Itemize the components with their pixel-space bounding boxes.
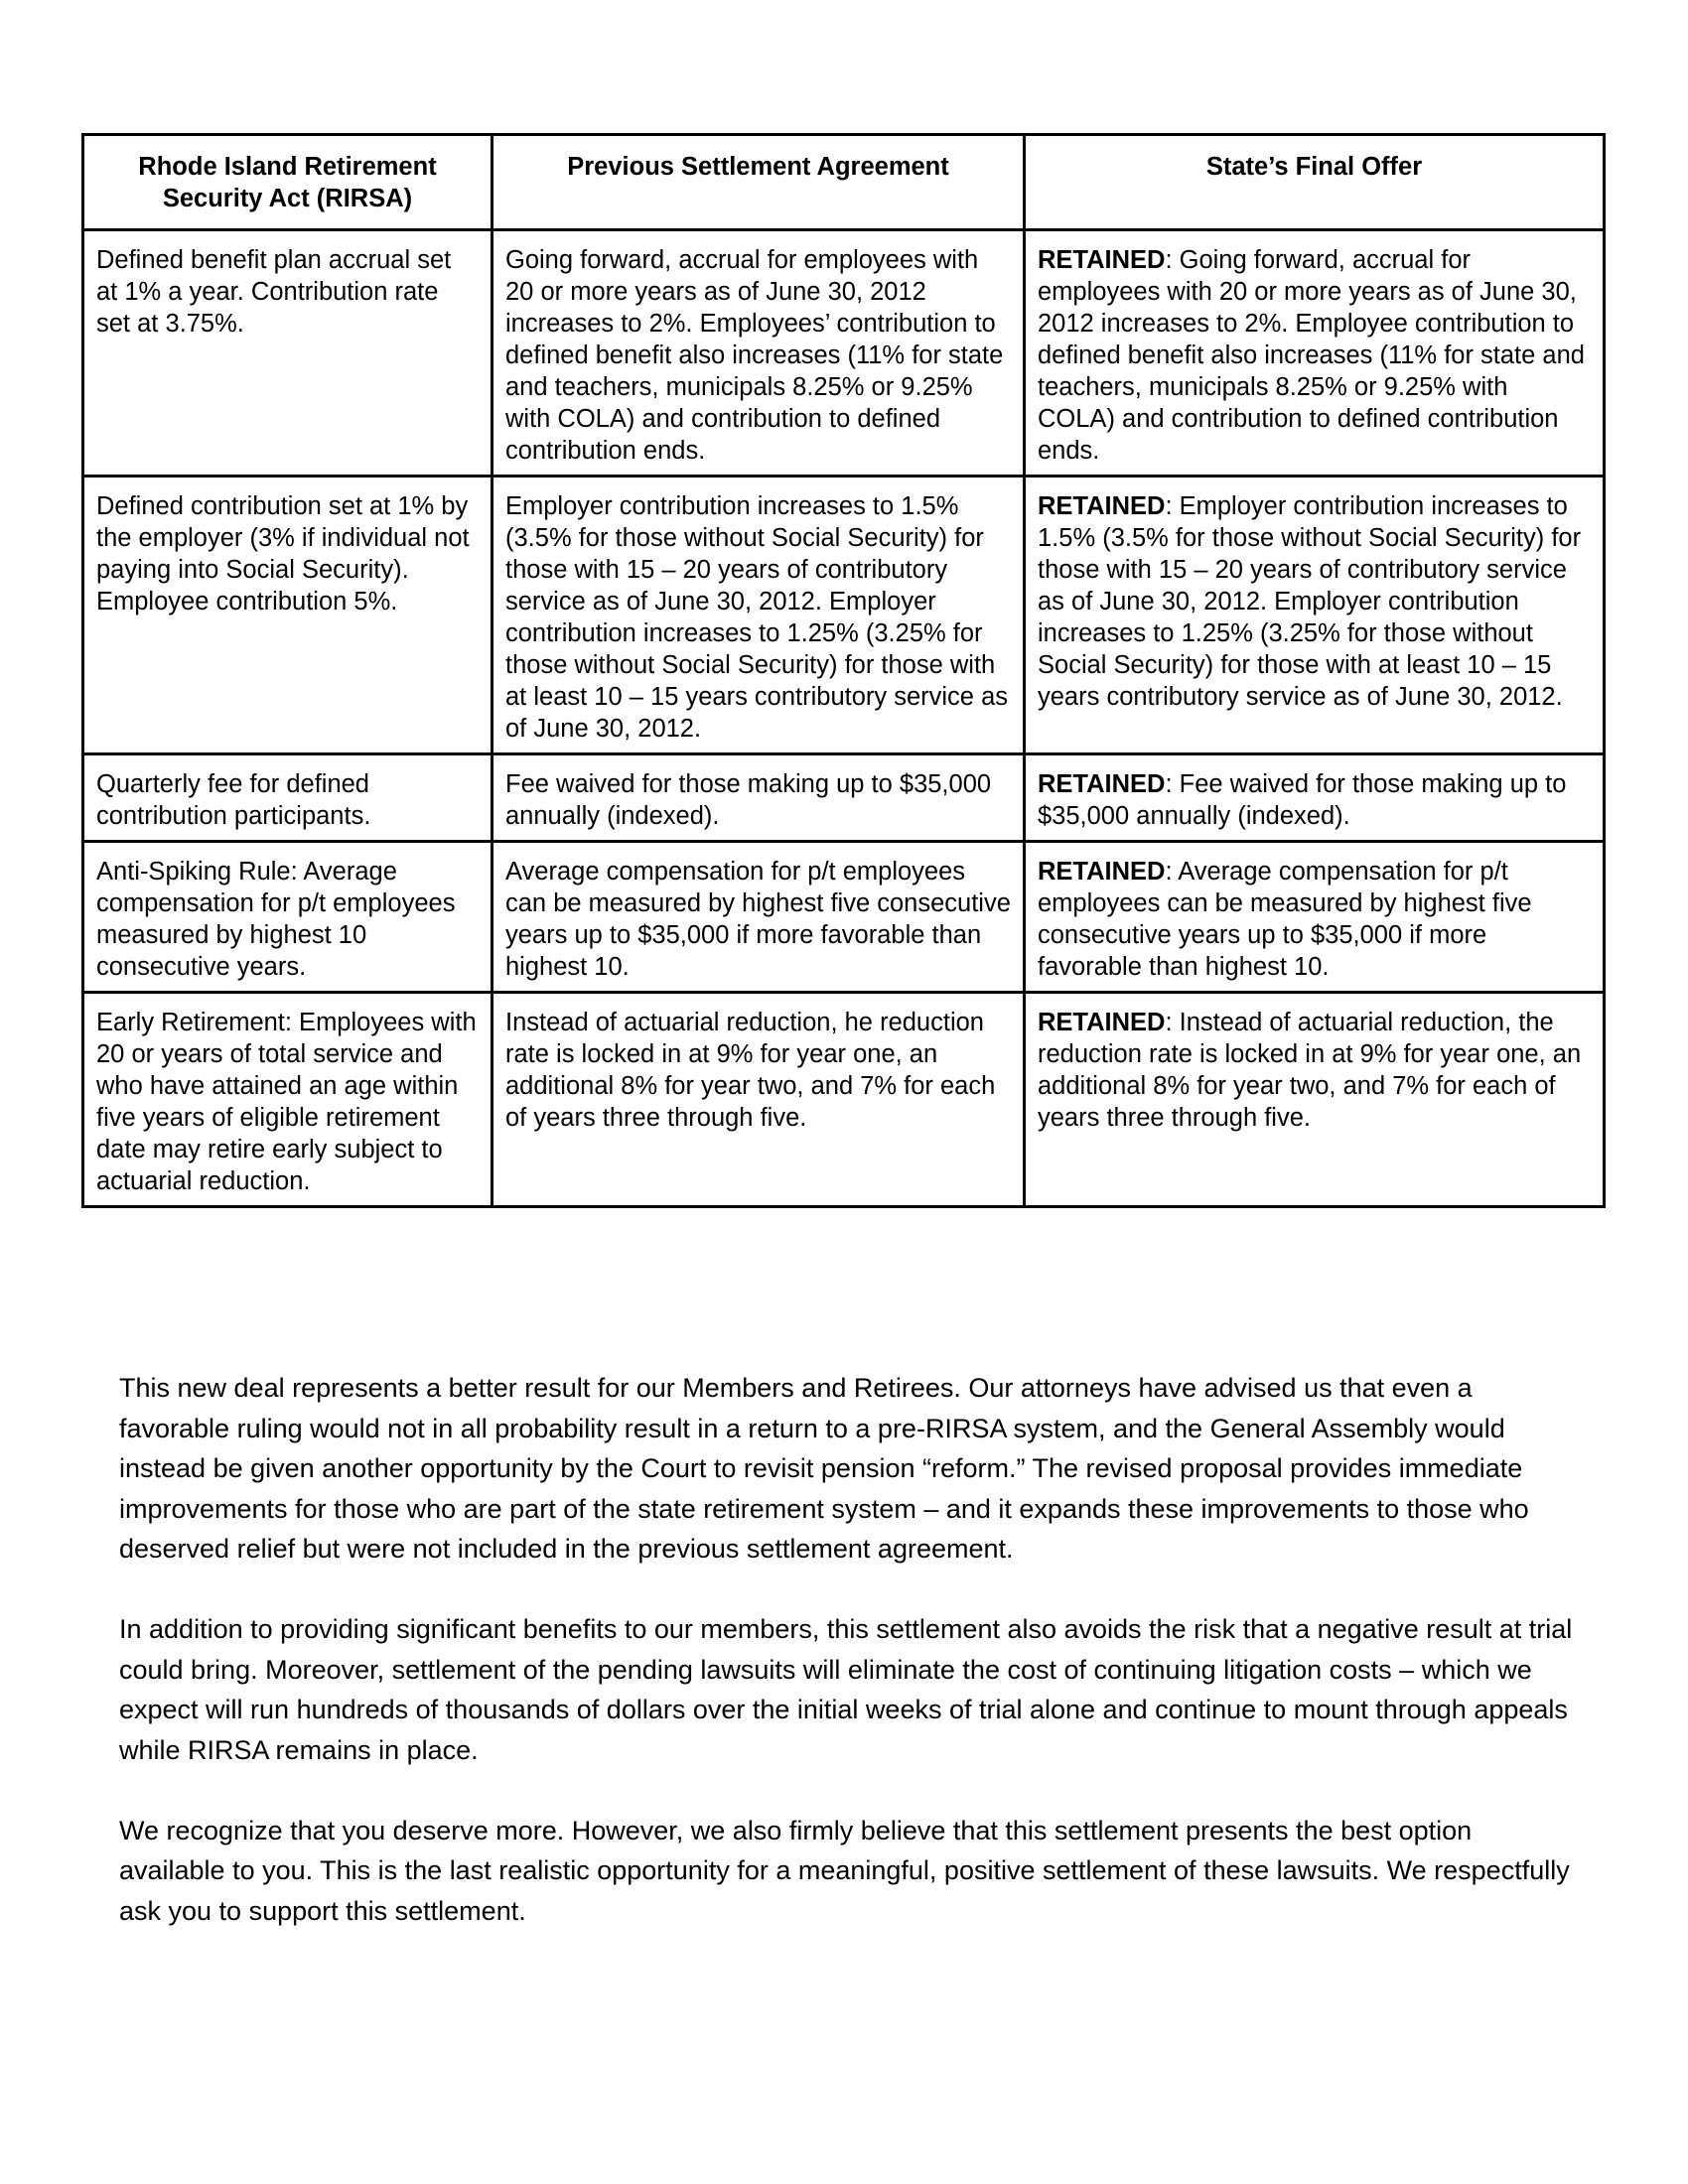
final-text: : Fee waived for those making up to $35,000 annually (indexed). (1038, 770, 1567, 830)
cell-rirsa: Early Retirement: Employees with 20 or years of total service and who have attained an age within five years of eligible retirement date may retire early subject to actuarial reduction. (83, 993, 492, 1207)
cell-rirsa: Defined contribution set at 1% by the employer (3% if individual not paying into Social Security). Employee contribution 5%. (83, 477, 492, 754)
header-previous-settlement: Previous Settlement Agreement (492, 135, 1025, 230)
cell-final (1025, 754, 1605, 842)
paragraph: This new deal represents a better result for our Members and Retirees. Our attorneys have advised us that even a favorable ruling would not in all probability result in a return to a pre-RIRSA system, and the General Assembly would instead be given another opportunity by the Court to revisit pension “reform.” The revised proposal provides immediate improvements for those who are part of the state retirement system – and it expands these improvements to those who deserved relief but were not included in the previous settlement agreement. (119, 1373, 1529, 1564)
cell-previous: Average compensation for p/t employees can be measured by highest five consecutive years up to $35,000 if more favorable than highest 10. (492, 842, 1025, 993)
comparison-table (81, 133, 1606, 1208)
retained-label: RETAINED (1038, 858, 1166, 886)
retained-label: RETAINED (1038, 770, 1166, 798)
table-row (83, 842, 1605, 993)
final-text: : Instead of actuarial reduction, the reduction rate is locked in at 9% for year one, an additional 8% for year two, and 7% for each of years three through five. (1038, 1009, 1582, 1132)
final-text: : Employer contribution increases to 1.5% (3.5% for those without Social Security) for those with 15 – 20 years of contributory service as of June 30, 2012. Employer contribution increases to 1.25% (3.25% for those without Social Security) for those with at least 10 – 15 years contributory service as of June 30, 2012. (1038, 492, 1582, 711)
cell-rirsa: Defined benefit plan accrual set at 1% a year. Contribution rate set at 3.75%. (83, 230, 492, 477)
paragraph: In addition to providing significant benefits to our members, this settlement also avoids the risk that a negative result at trial could bring. Moreover, settlement of the pending lawsuits will eliminate the cost of continuing litigation costs – which we expect will run hundreds of thousands of dollars over the initial weeks of trial alone and continue to mount through appeals while RIRSA remains in place. (119, 1614, 1573, 1765)
header-final-offer: State’s Final Offer (1025, 135, 1605, 230)
cell-final (1025, 477, 1605, 754)
cell-previous: Going forward, accrual for employees with 20 or more years as of June 30, 2012 increases to 2%. Employees’ contribution to defined benefit also increases (11% for state and teachers, municipals 8.25% or 9.25% with COLA) and contribution to defined contribution ends. (492, 230, 1025, 477)
table-header-row (83, 135, 1605, 230)
cell-rirsa: Anti-Spiking Rule: Average compensation for p/t employees measured by highest 10 consecutive years. (83, 842, 492, 993)
cell-previous: Instead of actuarial reduction, he reduction rate is locked in at 9% for year one, an additional 8% for year two, and 7% for each of years three through five. (492, 993, 1025, 1207)
paragraph: We recognize that you deserve more. However, we also firmly believe that this settlement presents the best option available to you. This is the last realistic opportunity for a meaningful, positive settlement of these lawsuits. We respectfully ask you to support this settlement. (119, 1815, 1570, 1926)
cell-final (1025, 842, 1605, 993)
table-row (83, 993, 1605, 1207)
table-row (83, 477, 1605, 754)
retained-label: RETAINED (1038, 1009, 1166, 1036)
final-text: : Going forward, accrual for employees with 20 or more years as of June 30, 2012 increases to 2%. Employee contribution to defined benefit also increases (11% for state and teachers, municipals 8.25% or 9.25% with COLA) and contribution to defined contribution ends. (1038, 246, 1585, 465)
table-row (83, 230, 1605, 477)
cell-previous: Employer contribution increases to 1.5% (3.5% for those without Social Security) for those with 15 – 20 years of contributory service as of June 30, 2012. Employer contribution increases to 1.25% (3.25% for those without Social Security) for those with at least 10 – 15 years contributory service as of June 30, 2012. (492, 477, 1025, 754)
retained-label: RETAINED (1038, 492, 1166, 520)
header-rirsa: Rhode Island Retirement Security Act (RIRSA) (83, 135, 492, 230)
retained-label: RETAINED (1038, 246, 1166, 274)
body-text (119, 1368, 1579, 1972)
final-text: : Average compensation for p/t employees can be measured by highest five consecutive years up to $35,000 if more favorable than highest 10. (1038, 858, 1532, 981)
cell-final (1025, 993, 1605, 1207)
cell-rirsa: Quarterly fee for defined contribution participants. (83, 754, 492, 842)
cell-final (1025, 230, 1605, 477)
cell-previous: Fee waived for those making up to $35,000 annually (indexed). (492, 754, 1025, 842)
table-row (83, 754, 1605, 842)
